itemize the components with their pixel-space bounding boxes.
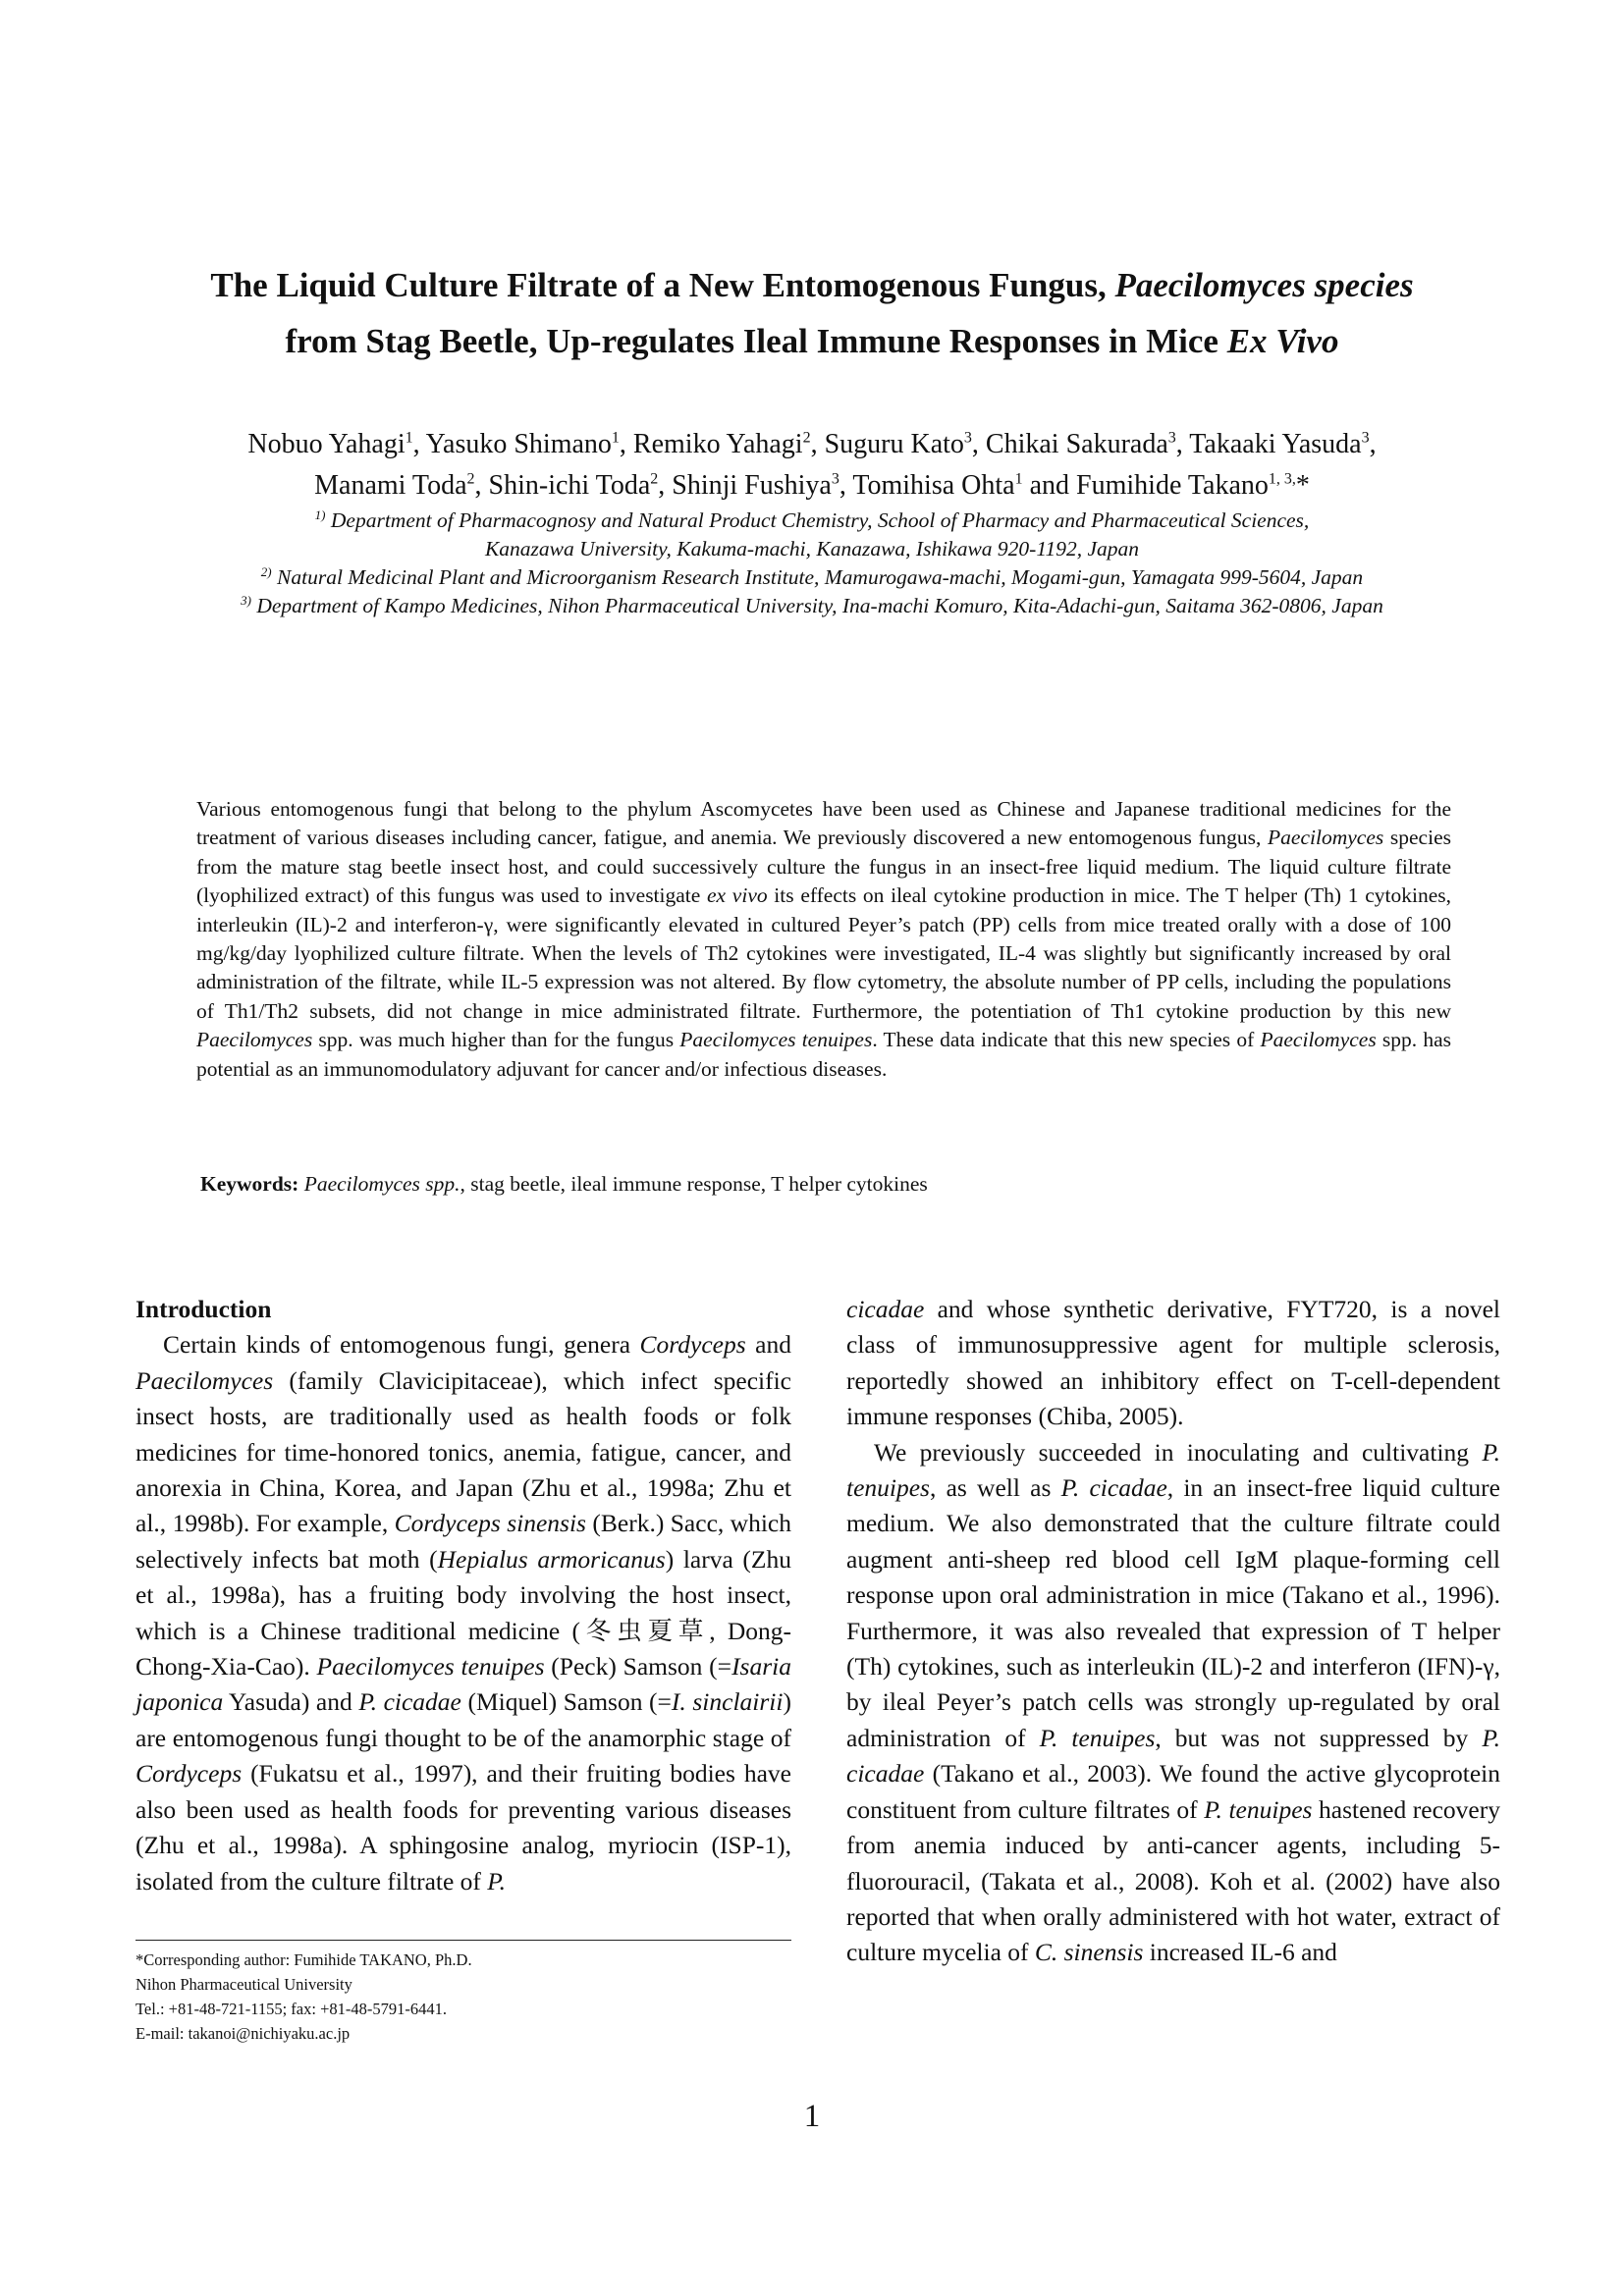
email-address: takanoi@nichiyaku.ac.jp [188,2024,351,2043]
author-list [98,424,1526,507]
abstract [196,795,1451,1084]
author-line: Nobuo Yahagi$^1$, Yasuko Shimano$^1$, Remiko Yahagi$^2$, Suguru Kato$^3$, Chikai Sakurada$^3$, Takaaki Yasuda$^3$, [247,429,1377,459]
author-name: Remiko Yahagi [632,429,803,459]
corresponding-author-footnote: *Corresponding author: Fumihide TAKANO, Ph.D. Nihon Pharmaceutical University Tel.: +81-48-721-1155; fax: +81-48-5791-6441. E-mail: takanoi@nichiyaku.ac.jp [135,1950,472,2043]
intro-paragraph-1: Certain kinds of entomogenous fungi, genera Cordyceps and Paecilomyces (family Clavicipitaceae), which infect specific insect hosts, are traditionally used as health foods or folk medicines for time-honored tonics, anemia, fatigue, cancer, and anorexia in China, Korea, and Japan (Zhu et al., 1998a; Zhu et al., 1998b). For example, Cordyceps sinensis (Berk.) Sacc, which selectively infects bat moth (Hepialus armoricanus) larva (Zhu et al., 1998a), has a fruiting body involving the host insect, which is a Chinese traditional medicine (冬虫夏草, Dong-Chong-Xia-Cao). Paecilomyces tenuipes (Peck) Samson (=Isaria japonica Yasuda) and P. cicadae (Miquel) Samson (=I. sinclairii) are entomogenous fungi thought to be of the anamorphic stage of Cordyceps (Fukatsu et al., 1997), and their fruiting bodies have also been used as health foods for preventing various diseases (Zhu et al., 1998a). A sphingosine analog, myriocin (ISP-1), isolated from the culture filtrate of P. [135,1330,792,1896]
column-right [846,1292,1500,1971]
author-name: Nobuo Yahagi [247,429,406,459]
split-word-head: P. [487,1866,506,1896]
affiliation-2: $^{2)}$ Natural Medicinal Plant and Microorganism Research Institute, Mamurogawa-machi, Mogami-gun, Yamagata 999-5604, Japan [260,563,1364,589]
author-affiliation-mark: 3 [831,470,839,488]
author-affiliation-mark: 1, 3, [1268,470,1296,488]
author-name: Takaaki Yasuda [1189,429,1362,459]
author-name: Shin-ichi Toda [488,470,651,501]
intro-paragraph-1-continued: cicadae and whose synthetic derivative, FYT720, is a novel class of immunosuppressive agent for multiple sclerosis, reportedly showed an inhibitory effect on T-cell-dependent immune responses (Chiba, 2005). [846,1295,1500,1431]
author-name: Manami Toda [314,470,467,501]
author-name: Suguru Kato [824,429,964,459]
keywords-label: Keywords: [200,1172,299,1196]
author-affiliation-mark: 2 [802,429,811,447]
author-affiliation-mark: 1 [611,429,620,447]
author-affiliation-mark: 3 [1361,429,1370,447]
author-affiliation-mark: 2 [466,470,475,488]
column-left [135,1292,791,1899]
split-word-tail: cicadae [846,1295,925,1323]
affiliation-3: $^{3)}$ Department of Kampo Medicines, Nihon Pharmaceutical University, Ina-machi Komuro, Kita-Adachi-gun, Saitama 362-0806, Japan [241,592,1383,617]
author-affiliation-mark: 1 [1014,470,1023,488]
author-name: Yasuko Shimano [425,429,612,459]
author-name: Chikai Sakurada [985,429,1168,459]
corresponding-mark: * [1295,470,1310,501]
author-name: Tomihisa Ohta [852,470,1015,501]
affiliation-1-cont: Kanazawa University, Kakuma-machi, Kanazawa, Ishikawa 920-1192, Japan [484,537,1140,561]
keywords: Keywords: Paecilomyces spp., stag beetle, ileal immune response, T helper cytokines [200,1172,928,1196]
title-line-2: from Stag Beetle, Up-regulates Ileal Immune Responses in Mice Ex Vivo [285,322,1339,360]
author-name: Fumihide Takano [1076,470,1269,501]
footnote-rule [135,1940,791,1941]
affiliations [98,507,1526,620]
abstract-text: Various entomogenous fungi that belong to the phylum Ascomycetes have been used as Chinese and Japanese traditional medicines for the treatment of various diseases including cancer, fatigue, and anemia. We previously discovered a new entomogenous fungus, Paecilomyces species from the mature stag beetle insect host, and could successively culture the fungus in an insect-free liquid medium. The liquid culture filtrate (lyophilized extract) of this fungus was used to investigate ex vivo its effects on ileal cytokine production in mice. The T helper (Th) 1 cytokines, interleukin (IL)-2 and interferon-γ, were significantly elevated in cultured Peyer’s patch (PP) cells from mice treated orally with a dose of 100 mg/kg/day lyophilized culture filtrate. When the levels of Th2 cytokines were investigated, IL-4 was slightly but significantly increased by oral administration of the filtrate, while IL-5 expression was not altered. By flow cytometry, the absolute number of PP cells, including the populations of Th1/Th2 subsets, did not change in mice administrated filtrate. Furthermore, the potentiation of Th1 cytokine production by this new Paecilomyces spp. was much higher than for the fungus Paecilomyces tenuipes. These data indicate that this new species of Paecilomyces spp. has potential as an immunomodulatory adjuvant for cancer and/or infectious diseases. [196,797,1452,1081]
affiliation-1: $^{1)}$ Department of Pharmacognosy and Natural Product Chemistry, School of Pharmacy and Pharmaceutical Sciences, [314,507,1310,532]
page-number: 1 [803,2099,821,2134]
author-affiliation-mark: 2 [650,470,659,488]
author-affiliation-mark: 3 [1167,429,1176,447]
section-heading-introduction: Introduction [135,1295,272,1323]
intro-paragraph-2: We previously succeeded in inoculating and cultivating P. tenuipes, as well as P. cicadae, in an insect-free liquid culture medium. We also demonstrated that the culture filtrate could augment anti-sheep red blood cell IgM plaque-forming cell response upon oral administration in mice (Takano et al., 1996). Furthermore, it was also revealed that expression of T helper (Th) cytokines, such as interleukin (IL)-2 and interferon (IFN)-γ, by ileal Peyer’s patch cells was strongly up-regulated by oral administration of P. tenuipes, but was not suppressed by P. cicadae (Takano et al., 2003). We found the active glycoprotein constituent from culture filtrates of P. tenuipes hastened recovery from anemia induced by anti-cancer agents, including 5-fluorouracil, (Takata et al., 2008). Koh et al. (2002) have also reported that when orally administered with hot water, extract of culture mycelia of C. sinensis increased IL-6 and [846,1437,1500,1967]
author-affiliation-mark: 1 [405,429,413,447]
author-name: Shinji Fushiya [672,470,832,501]
title-line-1: The Liquid Culture Filtrate of a New Entomogenous Fungus, Paecilomyces species [210,266,1414,304]
author-line: Manami Toda$^2$, Shin-ichi Toda$^2$, Shinji Fushiya$^3$, Tomihisa Ohta$^1$ and Fumihide Takano$^{1, 3,}$* [314,470,1310,501]
paper-title [98,257,1526,369]
author-affiliation-mark: 3 [963,429,972,447]
